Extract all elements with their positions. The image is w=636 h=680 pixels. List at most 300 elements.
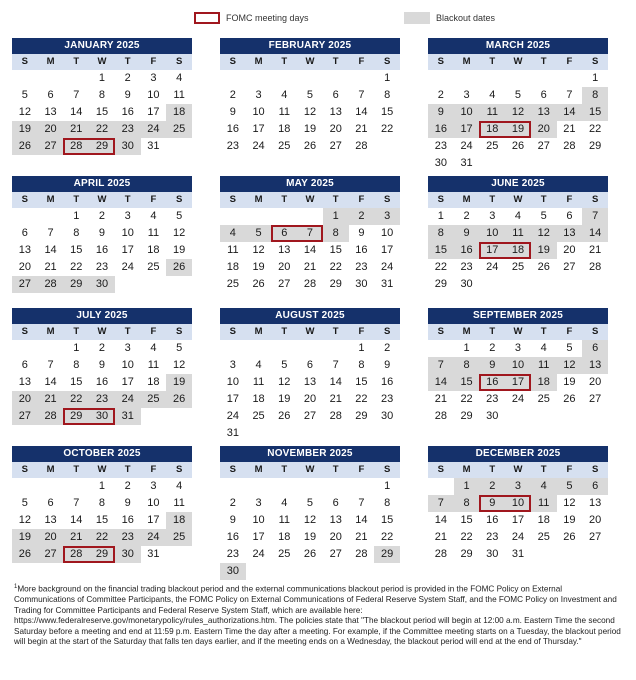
day-cell: 20 <box>38 529 64 546</box>
weekday-label: F <box>150 464 157 475</box>
fomc-meeting-day: 9 <box>479 495 505 512</box>
weekday-label: M <box>462 464 471 475</box>
day-cell: 5 <box>306 497 314 509</box>
weekday-label: S <box>591 56 599 67</box>
day-cell: 13 <box>329 514 342 526</box>
weekday-label: T <box>489 194 496 205</box>
day-cell: 19 <box>563 376 576 388</box>
day-cell: 31 <box>381 278 394 290</box>
weekday-header <box>220 462 400 478</box>
day-cell: 12 <box>505 104 531 121</box>
weekday-label: S <box>437 194 445 205</box>
fomc-meeting-day: 7 <box>297 225 323 242</box>
day-cell: 9 <box>124 497 131 509</box>
weekday-label: F <box>358 56 365 67</box>
weekday-label: T <box>332 56 339 67</box>
day-cell: 9 <box>454 225 480 242</box>
day-cell: 19 <box>531 242 557 259</box>
weekday-header <box>220 324 400 340</box>
day-cell: 21 <box>434 393 447 405</box>
day-cell: 23 <box>115 121 141 138</box>
day-cell: 1 <box>358 342 365 354</box>
day-cell: 18 <box>166 512 192 529</box>
day-cell: 24 <box>381 261 394 273</box>
day-cell: 18 <box>166 104 192 121</box>
day-cell: 8 <box>73 359 80 371</box>
month-august <box>220 308 400 442</box>
day-cell: 1 <box>463 342 470 354</box>
day-cell: 18 <box>226 261 239 273</box>
day-cell: 3 <box>255 497 262 509</box>
day-cell: 15 <box>95 106 109 118</box>
day-cell: 16 <box>226 123 239 135</box>
weekday-label: W <box>97 326 107 337</box>
day-cell: 22 <box>434 261 447 273</box>
day-cell: 17 <box>121 244 134 256</box>
day-cell: 2 <box>463 210 470 222</box>
weekday-header <box>12 324 192 340</box>
weekday-header <box>220 54 400 70</box>
day-cell: 7 <box>47 359 54 371</box>
day-cell: 10 <box>252 514 265 526</box>
day-cell: 24 <box>141 529 167 546</box>
days-grid <box>220 340 400 442</box>
day-cell: 14 <box>44 376 57 388</box>
month-title: DECEMBER 2025 <box>428 446 608 462</box>
month-title: MAY 2025 <box>220 176 400 192</box>
day-cell: 22 <box>460 531 473 543</box>
day-cell: 30 <box>434 157 447 169</box>
day-cell: 17 <box>121 376 134 388</box>
day-cell: 26 <box>12 546 38 563</box>
day-cell: 3 <box>374 208 400 225</box>
month-november <box>220 446 400 580</box>
day-cell: 1 <box>384 480 391 492</box>
weekday-label: S <box>21 464 29 475</box>
weekday-label: T <box>489 326 496 337</box>
day-cell: 27 <box>563 261 576 273</box>
weekday-label: T <box>281 194 288 205</box>
weekday-label: T <box>124 194 131 205</box>
day-cell: 1 <box>73 210 80 222</box>
weekday-label: W <box>97 56 107 67</box>
weekday-header <box>428 54 608 70</box>
weekday-header <box>12 192 192 208</box>
weekday-label: W <box>97 464 107 475</box>
day-cell: 16 <box>95 244 109 256</box>
days-grid <box>220 208 400 293</box>
empty-cell <box>323 70 349 87</box>
day-cell: 4 <box>281 497 288 509</box>
day-cell: 16 <box>454 242 480 259</box>
day-cell: 26 <box>166 259 192 276</box>
fomc-meeting-day: 28 <box>63 138 89 155</box>
day-cell: 14 <box>44 244 57 256</box>
day-cell: 14 <box>428 374 454 391</box>
day-cell: 19 <box>252 261 265 273</box>
day-cell: 6 <box>21 359 28 371</box>
weekday-label: S <box>229 56 237 67</box>
fomc-meeting-day: 28 <box>63 546 89 563</box>
day-cell: 28 <box>355 140 368 152</box>
day-cell: 20 <box>531 121 557 138</box>
weekday-label: S <box>437 464 445 475</box>
day-cell: 17 <box>252 531 265 543</box>
day-cell: 1 <box>384 72 391 84</box>
day-cell: 9 <box>98 359 106 371</box>
day-cell: 14 <box>70 106 83 118</box>
day-cell: 2 <box>349 208 375 225</box>
day-cell: 12 <box>278 376 291 388</box>
month-title: OCTOBER 2025 <box>12 446 192 462</box>
day-cell: 30 <box>115 138 141 155</box>
day-cell: 5 <box>514 89 522 101</box>
day-cell: 22 <box>589 123 602 135</box>
day-cell: 21 <box>355 531 368 543</box>
weekday-label: F <box>358 464 365 475</box>
weekday-label: M <box>254 464 263 475</box>
month-title: SEPTEMBER 2025 <box>428 308 608 324</box>
day-cell: 19 <box>173 244 186 256</box>
weekday-label: W <box>305 326 315 337</box>
weekday-header <box>220 192 400 208</box>
weekday-label: S <box>21 194 29 205</box>
day-cell: 28 <box>329 410 342 422</box>
day-cell: 9 <box>428 104 454 121</box>
day-cell: 27 <box>278 278 291 290</box>
day-cell: 1 <box>454 478 480 495</box>
empty-cell <box>271 478 297 495</box>
day-cell: 30 <box>355 278 368 290</box>
day-cell: 19 <box>563 514 576 526</box>
day-cell: 7 <box>73 497 80 509</box>
weekday-label: S <box>175 464 183 475</box>
month-title: MARCH 2025 <box>428 38 608 54</box>
day-cell: 8 <box>384 497 391 509</box>
day-cell: 14 <box>557 104 583 121</box>
day-cell: 11 <box>147 227 160 239</box>
empty-cell <box>220 208 246 225</box>
fomc-meeting-day: 6 <box>271 225 297 242</box>
fomc-meeting-day: 17 <box>505 374 531 391</box>
weekday-label: M <box>254 56 263 67</box>
weekday-header <box>12 462 192 478</box>
day-cell: 19 <box>12 121 38 138</box>
weekday-label: S <box>175 194 183 205</box>
weekday-label: M <box>46 464 55 475</box>
day-cell: 15 <box>329 244 342 256</box>
day-cell: 3 <box>514 342 522 354</box>
day-cell: 6 <box>21 227 28 239</box>
weekday-label: S <box>437 56 445 67</box>
day-cell: 25 <box>166 121 192 138</box>
day-cell: 24 <box>486 261 499 273</box>
day-cell: 25 <box>278 548 291 560</box>
day-cell: 3 <box>124 342 131 354</box>
weekday-label: F <box>150 194 157 205</box>
legend-fomc <box>194 12 309 24</box>
empty-cell <box>38 208 64 225</box>
empty-cell <box>12 478 38 495</box>
weekday-label: M <box>254 194 263 205</box>
day-cell: 19 <box>303 531 317 543</box>
day-cell: 29 <box>329 278 342 290</box>
day-cell: 20 <box>38 121 64 138</box>
fomc-meeting-day: 18 <box>479 121 505 138</box>
empty-cell <box>246 208 272 225</box>
empty-cell <box>271 340 297 357</box>
month-title: AUGUST 2025 <box>220 308 400 324</box>
weekday-label: S <box>437 326 445 337</box>
month-april <box>12 176 192 293</box>
empty-cell <box>12 208 38 225</box>
empty-cell <box>246 340 272 357</box>
empty-cell <box>531 70 557 87</box>
day-cell: 9 <box>229 514 236 526</box>
weekday-label: S <box>229 464 237 475</box>
day-cell: 11 <box>479 104 505 121</box>
day-cell: 22 <box>89 121 115 138</box>
day-cell: 8 <box>428 225 454 242</box>
day-cell: 30 <box>89 276 115 293</box>
day-cell: 5 <box>306 89 314 101</box>
day-cell: 17 <box>226 393 239 405</box>
weekday-label: W <box>305 464 315 475</box>
day-cell: 23 <box>381 393 394 405</box>
day-cell: 25 <box>511 261 525 273</box>
day-cell: 20 <box>329 531 342 543</box>
weekday-label: W <box>513 464 523 475</box>
day-cell: 25 <box>278 140 291 152</box>
day-cell: 17 <box>147 106 160 118</box>
day-cell: 18 <box>531 374 557 391</box>
day-cell: 21 <box>44 261 57 273</box>
day-cell: 18 <box>147 244 160 256</box>
day-cell: 27 <box>537 140 550 152</box>
day-cell: 29 <box>355 410 368 422</box>
day-cell: 16 <box>355 244 368 256</box>
day-cell: 12 <box>563 497 576 509</box>
weekday-label: S <box>383 56 391 67</box>
day-cell: 9 <box>229 106 236 118</box>
weekday-label: F <box>358 326 365 337</box>
day-cell: 31 <box>115 408 141 425</box>
day-cell: 5 <box>176 210 183 222</box>
legend-fomc-label: FOMC meeting days <box>226 13 309 23</box>
weekday-label: F <box>566 326 573 337</box>
weekday-label: W <box>97 194 107 205</box>
fomc-meeting-day: 29 <box>89 138 115 155</box>
day-cell: 20 <box>589 514 602 526</box>
day-cell: 27 <box>303 410 317 422</box>
day-cell: 25 <box>141 391 167 408</box>
day-cell: 30 <box>115 546 141 563</box>
day-cell: 22 <box>329 261 342 273</box>
day-cell: 18 <box>252 393 265 405</box>
day-cell: 3 <box>150 72 157 84</box>
empty-cell <box>297 478 323 495</box>
day-cell: 25 <box>226 278 239 290</box>
day-cell: 29 <box>589 140 602 152</box>
day-cell: 15 <box>95 514 109 526</box>
day-cell: 8 <box>384 89 391 101</box>
empty-cell <box>349 70 375 87</box>
day-cell: 9 <box>479 357 505 374</box>
month-july <box>12 308 192 425</box>
weekday-label: S <box>229 194 237 205</box>
day-cell: 20 <box>563 244 576 256</box>
day-cell: 6 <box>332 497 339 509</box>
day-cell: 13 <box>44 514 57 526</box>
month-january <box>12 38 192 155</box>
day-cell: 28 <box>434 410 447 422</box>
day-cell: 18 <box>537 514 550 526</box>
day-cell: 11 <box>278 106 290 118</box>
weekday-label: T <box>281 56 288 67</box>
weekday-label: W <box>513 326 523 337</box>
day-cell: 8 <box>358 359 365 371</box>
day-cell: 22 <box>70 261 83 273</box>
day-cell: 11 <box>278 514 290 526</box>
day-cell: 7 <box>566 89 573 101</box>
day-cell: 13 <box>18 244 31 256</box>
day-cell: 15 <box>381 514 394 526</box>
day-cell: 24 <box>460 140 473 152</box>
day-cell: 20 <box>18 261 31 273</box>
legend <box>0 12 636 30</box>
day-cell: 13 <box>44 106 57 118</box>
fomc-meeting-day: 10 <box>505 495 531 512</box>
day-cell: 4 <box>489 89 496 101</box>
days-grid <box>12 340 192 425</box>
day-cell: 10 <box>381 227 394 239</box>
empty-cell <box>297 340 323 357</box>
empty-cell <box>220 70 246 87</box>
day-cell: 19 <box>166 374 192 391</box>
day-cell: 4 <box>150 342 157 354</box>
day-cell: 4 <box>281 89 288 101</box>
day-cell: 15 <box>355 376 368 388</box>
day-cell: 23 <box>486 393 499 405</box>
day-cell: 8 <box>98 89 106 101</box>
day-cell: 6 <box>306 359 314 371</box>
day-cell: 21 <box>63 529 89 546</box>
weekday-label: S <box>383 464 391 475</box>
weekday-label: T <box>73 464 80 475</box>
day-cell: 22 <box>63 391 89 408</box>
day-cell: 27 <box>12 276 38 293</box>
day-cell: 31 <box>147 548 160 560</box>
empty-cell <box>63 478 89 495</box>
day-cell: 10 <box>147 497 160 509</box>
empty-cell <box>557 70 583 87</box>
day-cell: 30 <box>381 410 394 422</box>
weekday-label: T <box>332 326 339 337</box>
month-title: APRIL 2025 <box>12 176 192 192</box>
day-cell: 12 <box>303 514 317 526</box>
day-cell: 3 <box>150 480 157 492</box>
empty-cell <box>349 478 375 495</box>
day-cell: 13 <box>557 225 583 242</box>
day-cell: 5 <box>176 342 183 354</box>
footnote <box>14 582 622 648</box>
empty-cell <box>271 208 297 225</box>
day-cell: 26 <box>278 410 291 422</box>
day-cell: 30 <box>460 278 473 290</box>
day-cell: 6 <box>582 340 608 357</box>
day-cell: 29 <box>434 278 447 290</box>
day-cell: 11 <box>147 359 160 371</box>
day-cell: 2 <box>384 342 391 354</box>
day-cell: 8 <box>454 495 480 512</box>
footnote-text: More background on the financial trading blackout period and the external communications blackout period is provided in the FOMC Policy on External Communications of Committee Participants, the FOMC Policy on External Communications of Federal Reserve System Staff, and the FOMC Policy on Investment and Trading for Committee Participants and Federal Reserve System Staff, which are available here: https://www.federalreserve.gov/monetarypolicy/rules_authorizations.htm. The policies state that "The blackout period will begin at 12:00 a.m. Eastern Time the second Saturday before a meeting and end at 11:59 p.m. Eastern Time the day after a meeting. For example, if the Committee meeting starts on a Tuesday, the blackout period will begin at the start of the Saturday that falls ten days earlier, and if the meeting ends on a Wednesday, the blackout period will end at the end of Thursday." <box>14 584 621 647</box>
day-cell: 16 <box>381 376 394 388</box>
day-cell: 18 <box>278 123 291 135</box>
month-december <box>428 446 608 563</box>
month-february <box>220 38 400 155</box>
weekday-header <box>428 324 608 340</box>
weekday-label: S <box>175 56 183 67</box>
day-cell: 12 <box>252 244 265 256</box>
day-cell: 23 <box>355 261 368 273</box>
day-cell: 5 <box>566 342 573 354</box>
day-cell: 26 <box>537 261 550 273</box>
day-cell: 8 <box>454 357 480 374</box>
weekday-label: F <box>566 464 573 475</box>
weekday-label: M <box>462 194 471 205</box>
day-cell: 22 <box>381 123 394 135</box>
day-cell: 23 <box>226 548 239 560</box>
day-cell: 12 <box>18 514 31 526</box>
day-cell: 13 <box>278 244 291 256</box>
day-cell: 17 <box>454 121 480 138</box>
weekday-label: T <box>73 326 80 337</box>
day-cell: 11 <box>505 225 531 242</box>
day-cell: 24 <box>115 391 141 408</box>
day-cell: 2 <box>124 72 131 84</box>
day-cell: 27 <box>329 140 342 152</box>
day-cell: 28 <box>38 408 64 425</box>
day-cell: 28 <box>303 278 317 290</box>
day-cell: 12 <box>557 357 583 374</box>
weekday-label: T <box>73 56 80 67</box>
day-cell: 12 <box>173 359 186 371</box>
day-cell: 28 <box>434 548 447 560</box>
day-cell: 14 <box>582 225 608 242</box>
day-cell: 11 <box>531 357 557 374</box>
day-cell: 17 <box>147 514 160 526</box>
weekday-label: M <box>46 326 55 337</box>
day-cell: 2 <box>479 478 505 495</box>
day-cell: 6 <box>582 478 608 495</box>
day-cell: 22 <box>355 393 368 405</box>
day-cell: 28 <box>563 140 576 152</box>
weekday-label: F <box>150 56 157 67</box>
day-cell: 15 <box>428 242 454 259</box>
footnote-marker: 1 <box>14 584 18 590</box>
day-cell: 5 <box>281 359 288 371</box>
day-cell: 6 <box>332 89 339 101</box>
day-cell: 13 <box>589 497 602 509</box>
day-cell: 10 <box>121 359 134 371</box>
day-cell: 20 <box>329 123 342 135</box>
days-grid <box>428 340 608 425</box>
day-cell: 23 <box>95 261 109 273</box>
day-cell: 24 <box>226 410 239 422</box>
day-cell: 27 <box>38 546 64 563</box>
day-cell: 23 <box>89 391 115 408</box>
weekday-label: T <box>489 464 496 475</box>
